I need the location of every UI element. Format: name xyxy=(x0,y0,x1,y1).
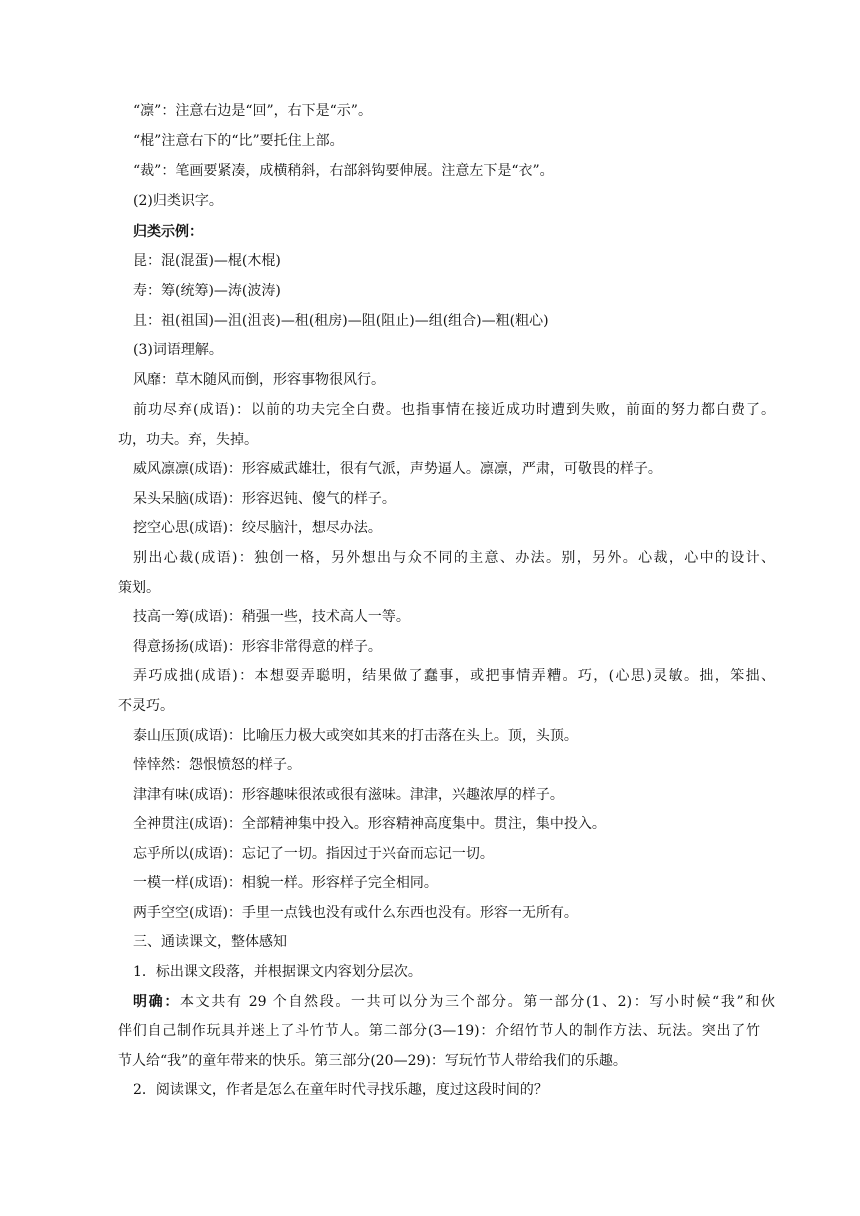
vocab-jinjinyouwei: 津津有味(成语)：形容趣味很浓或很有滋味。津津，兴趣浓厚的样子。 xyxy=(133,787,564,803)
category-shou: 寿：筹(统筹)—涛(波涛) xyxy=(133,283,281,299)
vocab-liangshoukongkong: 两手空空(成语)：手里一点钱也没有或什么东西也没有。形容一无所有。 xyxy=(133,905,578,921)
note-lin: “凛”：注意右边是“回”，右下是“示”。 xyxy=(133,103,372,119)
vocab-weifenglinlin: 威风凛凛(成语)：形容威武雄壮，很有气派，声势逼人。凛凛，严肃，可敬畏的样子。 xyxy=(133,461,662,477)
vocab-yimuyiyang: 一模一样(成语)：相貌一样。形容样子完全相同。 xyxy=(133,875,438,891)
vocab-daitoudainao: 呆头呆脑(成语)：形容迟钝、傻气的样子。 xyxy=(133,491,396,507)
vocab-xingxingran: 悻悻然：怨恨愤怒的样子。 xyxy=(133,757,301,773)
category-example-heading: 归类示例： xyxy=(133,224,203,240)
vocab-taishanyading: 泰山压顶(成语)：比喻压力极大或突如其来的打击落在头上。顶，头顶。 xyxy=(133,728,578,744)
question-one: 1．标出课文段落，并根据课文内容划分层次。 xyxy=(133,964,422,980)
vocab-wakongxinsi: 挖空心思(成语)：绞尽脑汁，想尽办法。 xyxy=(133,520,382,536)
vocab-jigaoyichou: 技高一筹(成语)：稍强一些，技术高人一等。 xyxy=(133,609,410,625)
vocab-quanshenguanzhu: 全神贯注(成语)：全部精神集中投入。形容精神高度集中。贯注，集中投入。 xyxy=(133,816,606,832)
note-cai: “裁”：笔画要紧凑，成横稍斜，右部斜钩要伸展。注意左下是“衣”。 xyxy=(133,163,554,179)
section-categorize: (2)归类识字。 xyxy=(133,193,223,209)
vocab-qiangongjinqi: 前功尽弃(成语)：以前的功夫完全白费。也指事情在接近成功时遭到失败，前面的努力都白费了。 xyxy=(133,402,775,418)
category-qie: 且：祖(祖国)—沮(沮丧)—租(租房)—阻(阻止)—组(组合)—粗(粗心) xyxy=(133,313,549,329)
vocab-deyiyangyang: 得意扬扬(成语)：形容非常得意的样子。 xyxy=(133,639,382,655)
answer-paragraph-line1 xyxy=(118,992,775,1012)
answer-label: 明确： xyxy=(133,994,180,1010)
vocab-biechuxincai-cont: 策划。 xyxy=(118,580,160,596)
vocab-fengmi: 风靡：草木随风而倒，形容事物很风行。 xyxy=(133,372,385,388)
vocab-nongqiaochengzhuo: 弄巧成拙(成语)：本想耍弄聪明，结果做了蠢事，或把事情弄糟。巧，(心思)灵敏。拙，笨拙、 xyxy=(133,668,775,684)
answer-paragraph-line2: 伴们自己制作玩具并迷上了斗竹节人。第二部分(3—19)：介绍竹节人的制作方法、玩法。突出了竹 xyxy=(118,1023,760,1039)
section-vocabulary: (3)词语理解。 xyxy=(133,342,223,358)
answer-paragraph-line3: 节人给“我”的童年带来的快乐。第三部分(20—29)：写玩竹节人带给我们的乐趣。 xyxy=(118,1053,627,1069)
vocab-biechuxincai: 别出心裁(成语)：独创一格，另外想出与众不同的主意、办法。别，另外。心裁，心中的设计、 xyxy=(133,550,775,566)
vocab-wanghusuoyi: 忘乎所以(成语)：忘记了一切。指因过于兴奋而忘记一切。 xyxy=(133,846,494,862)
question-two: 2．阅读课文，作者是怎么在童年时代寻找乐趣，度过这段时间的？ xyxy=(133,1082,548,1098)
category-kun: 昆：混(混蛋)—棍(木棍) xyxy=(133,253,281,269)
section-three-heading: 三、通读课文，整体感知 xyxy=(133,934,287,950)
vocab-qiangongjinqi-cont: 功，功夫。弃，失掉。 xyxy=(118,432,258,448)
vocab-nongqiaochengzhuo-cont: 不灵巧。 xyxy=(118,698,174,714)
note-gun: “棍”注意右下的“比”要托住上部。 xyxy=(133,133,344,149)
answer-text: 本文共有 29 个自然段。一共可以分为三个部分。第一部分(1、2)：写小时候“我”和伙 xyxy=(180,994,776,1010)
